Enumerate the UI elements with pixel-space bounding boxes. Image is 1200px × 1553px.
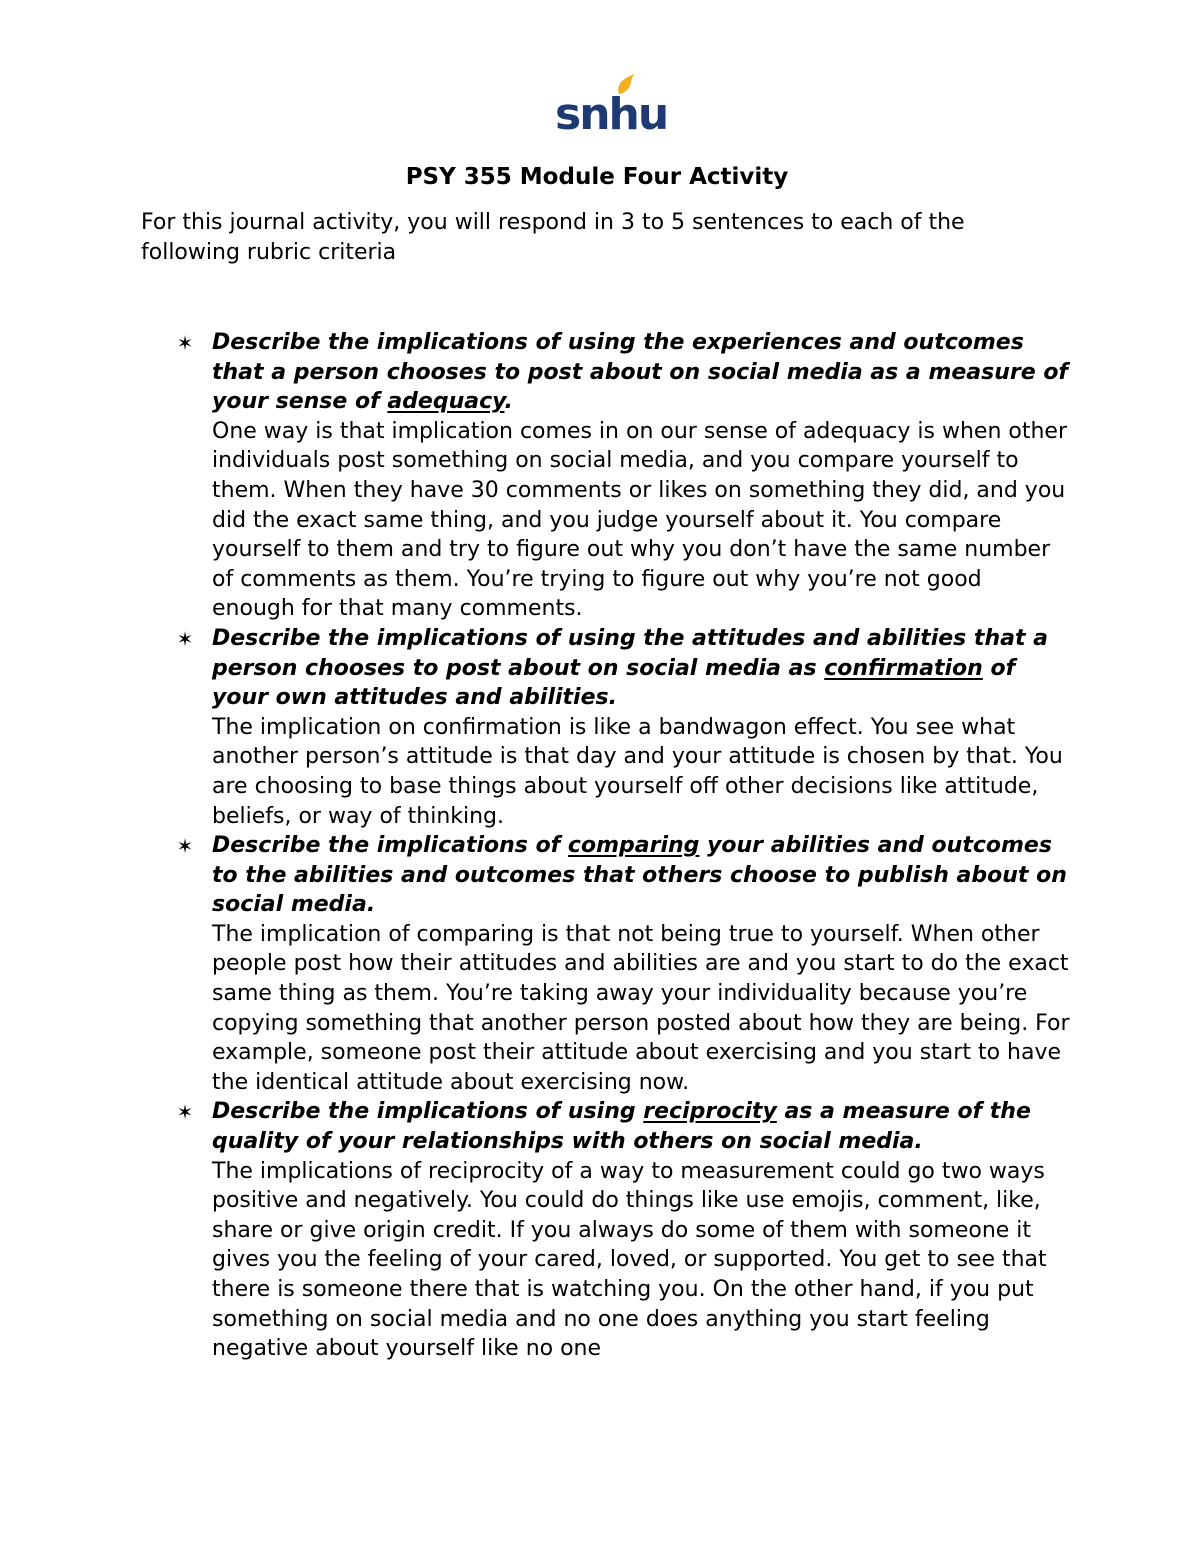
prompt-keyword: adequacy: [387, 389, 505, 415]
criterion-answer: One way is that implication comes in on our sense of adequacy is when other individuals post something on social media, and you compare yourself to them. When they have 30 comments or likes on something they did, and you did the exact same thing, and you judge yourself about it. You compare yourself to them and try to figure out why you don’t have the same number of comments as them. You’re trying to figure out why you’re not good enough for that many comments.: [212, 418, 1068, 622]
star-bullet-icon: ✶: [176, 626, 194, 651]
star-bullet-icon: ✶: [176, 1100, 194, 1125]
prompt-keyword: comparing: [567, 833, 700, 859]
criterion-item: [141, 1097, 1071, 1363]
star-bullet-icon: ✶: [176, 834, 194, 859]
criterion-answer: The implications of reciprocity of a way to measurement could go two ways positive and negatively. You could do things like use emojis, comment, like, share or give origin credit. If you always do some of them with someone it gives you the feeling of your cared, loved, or supported. You get to see that there is someone there that is watching you. On the other hand, if you put something on social media and no one does anything you start feeling negative about yourself like no one: [212, 1158, 1047, 1362]
logo-wordmark: snhu: [555, 89, 668, 140]
criterion-prompt: Describe the implications of using reciprocity as a measure of the quality of your relationships with others on social media.: [212, 1099, 1031, 1155]
prompt-keyword: confirmation: [824, 655, 983, 681]
criterion-prompt: Describe the implications of using the attitudes and abilities that a person chooses to post about on social media as confirmation of your own attitudes and abilities.: [212, 625, 1048, 711]
criterion-prompt: Describe the implications of comparing your abilities and outcomes to the abilities and outcomes that others choose to publish about on social media.: [212, 833, 1067, 918]
criterion-answer: The implication on confirmation is like a bandwagon effect. You see what another person’s attitude is that day and your attitude is chosen by that. You are choosing to base things about yourself off other decisions like attitude, beliefs, or way of thinking.: [212, 714, 1063, 829]
intro-paragraph: For this journal activity, you will respond in 3 to 5 sentences to each of the following rubric criteria: [141, 210, 965, 265]
page-title: PSY 355 Module Four Activity: [405, 164, 789, 190]
criterion-answer: The implication of comparing is that not being true to yourself. When other people post how their attitudes and abilities are and you start to do the exact same thing as them. You’re taking away your individuality because you’re copying something that another person posted about how they are being. For example, someone post their attitude about exercising and you start to have the identical attitude about exercising now.: [212, 921, 1070, 1095]
criterion-item: [141, 328, 1071, 624]
criterion-prompt: Describe the implications of using the experiences and outcomes that a person chooses to post about on social media as a measure of your sense of adequacy.: [212, 330, 1069, 415]
criterion-item: [141, 831, 1071, 1097]
prompt-keyword: reciprocity: [643, 1099, 777, 1125]
logo-graphic: [553, 72, 668, 140]
criteria-list: [141, 328, 1071, 1364]
star-bullet-icon: ✶: [176, 331, 194, 355]
snhu-logo: [553, 72, 668, 140]
criterion-item: [141, 624, 1071, 831]
